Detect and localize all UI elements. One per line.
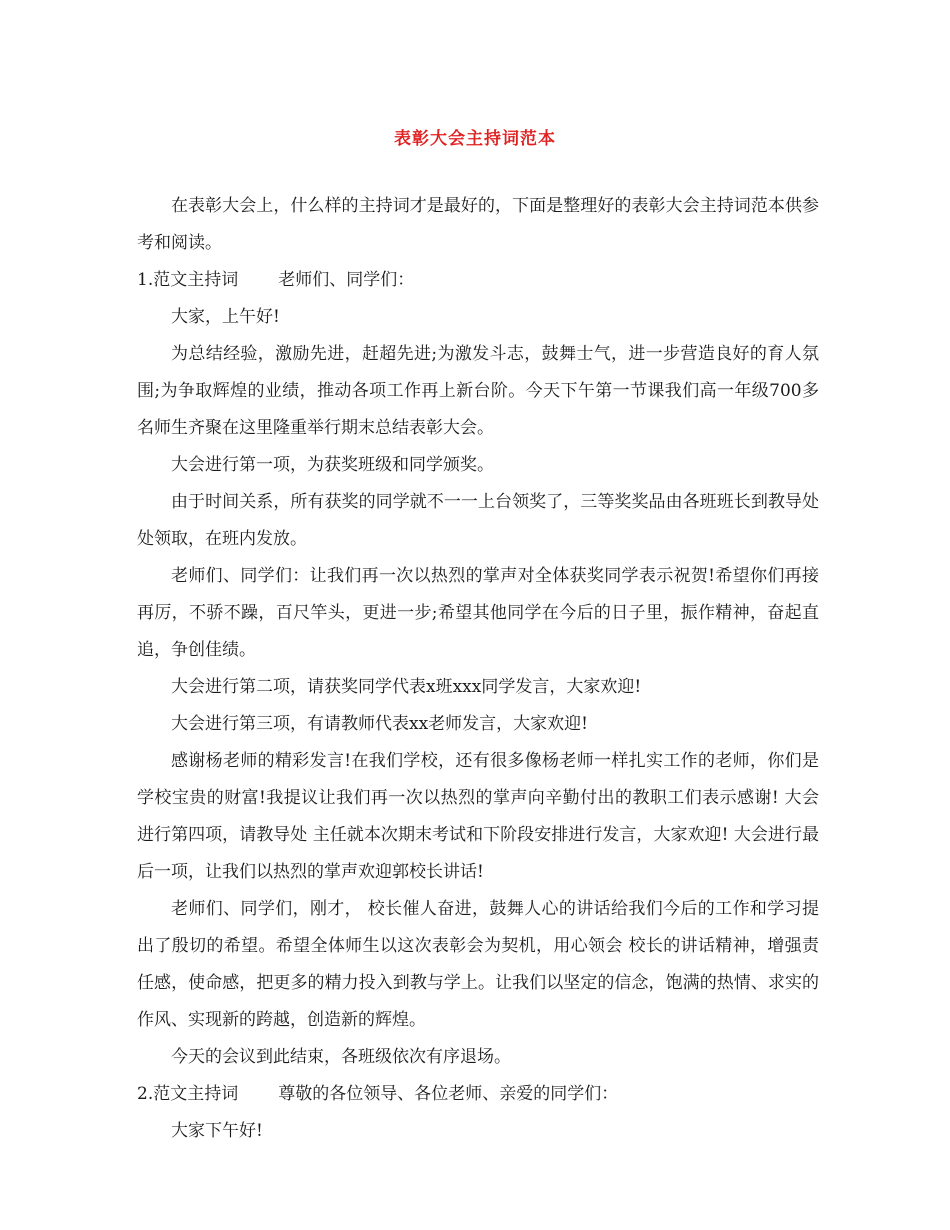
section-salutation: 尊敬的各位领导、各位老师、亲爱的同学们： bbox=[278, 1084, 619, 1104]
body-paragraph: 大会进行第二项，请获奖同学代表x班xxx同学发言，大家欢迎! bbox=[171, 677, 642, 697]
document-body bbox=[137, 188, 819, 1150]
greeting-paragraph: 大家，上午好! bbox=[171, 307, 280, 327]
body-paragraph: 感谢杨老师的精彩发言!在我们学校，还有很多像杨老师一样扎实工作的老师，你们是学校宝贵的财富!我提议让我们再一次以热烈的掌声向辛勤付出的教职工们表示感谢! 大会进行第四项，请教导处 主任就本次期末考试和下阶段安排进行发言，大家欢迎! 大会进行最后一项，让我们以热烈的掌声欢迎郭校长讲话! bbox=[137, 751, 819, 882]
section-salutation: 老师们、同学们： bbox=[278, 270, 415, 290]
section-label: 2.范文主持词 bbox=[137, 1084, 239, 1104]
body-paragraph: 大会进行第一项，为获奖班级和同学颁奖。 bbox=[171, 455, 494, 475]
section-heading-1 bbox=[137, 262, 819, 299]
body-paragraph: 为总结经验，激励先进，赶超先进;为激发斗志，鼓舞士气，进一步营造良好的育人氛围;为争取辉煌的业绩，推动各项工作再上新台阶。今天下午第一节课我们高一年级700多名师生齐聚在这里隆重举行期末总结表彰大会。 bbox=[137, 344, 819, 438]
intro-paragraph: 在表彰大会上，什么样的主持词才是最好的，下面是整理好的表彰大会主持词范本供参考和阅读。 bbox=[137, 196, 819, 253]
body-paragraph: 由于时间关系，所有获奖的同学就不一一上台领奖了，三等奖奖品由各班班长到教导处处领取，在班内发放。 bbox=[137, 492, 819, 549]
section-label: 1.范文主持词 bbox=[137, 270, 239, 290]
body-paragraph: 今天的会议到此结束，各班级依次有序退场。 bbox=[171, 1047, 511, 1067]
greeting-paragraph: 大家下午好! bbox=[171, 1121, 263, 1141]
body-paragraph: 老师们、同学们：让我们再一次以热烈的掌声对全体获奖同学表示祝贺!希望你们再接再厉，不骄不躁，百尺竿头，更进一步;希望其他同学在今后的日子里，振作精神，奋起直追，争创佳绩。 bbox=[137, 566, 819, 660]
section-heading-2 bbox=[137, 1076, 819, 1113]
body-paragraph: 大会进行第三项，有请教师代表xx老师发言，大家欢迎! bbox=[171, 714, 589, 734]
body-paragraph: 老师们、同学们，刚才， 校长催人奋进，鼓舞人心的讲话给我们今后的工作和学习提出了殷切的希望。希望全体师生以这次表彰会为契机，用心领会 校长的讲话精神，增强责任感，使命感，把更多的精力投入到教与学上。让我们以坚定的信念，饱满的热情、求实的作风、实现新的跨越，创造新的辉煌。 bbox=[137, 899, 819, 1030]
document-title: 表彰大会主持词范本 bbox=[394, 129, 556, 149]
